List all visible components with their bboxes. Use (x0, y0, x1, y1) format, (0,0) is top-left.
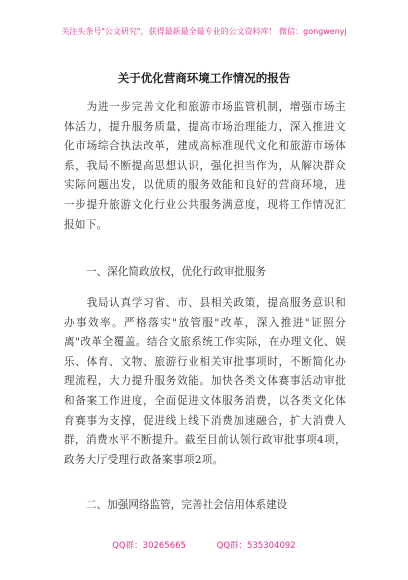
footer-qq-group-2: QQ群：535304092 (216, 541, 296, 551)
intro-paragraph: 为进一步完善文化和旅游市场监管机制，增强市场主体活力，提升服务质量，提高市场治理能力，深入推进文化市场综合执法改革，建成高标准现代文化和旅游市场体系，我局不断提高思想认识，强化担当作为，从解决群众实际问题出发，以优质的服务效能和良好的营商环境，进一步提升旅游文化行业公共服务满意度，现将工作情况汇报如下。 (64, 101, 346, 231)
footer-contact (0, 539, 408, 551)
document-title: 关于优化营商环境工作情况的报告 (117, 71, 291, 85)
section-heading-1: 一、深化简政放权，优化行政审批服务 (86, 266, 267, 278)
footer-qq-group-1: QQ群：30265665 (112, 541, 186, 551)
header-banner: 关注头条号"公文研究"，获得最新最全最专业的公文资料库！ 微信：gongwenyj (61, 27, 347, 36)
section-heading-2: 二、加强网络监管，完善社会信用体系建设 (86, 499, 288, 511)
section-body-1: 我局认真学习省、市、县相关政策，提高服务意识和办事效率。严格落实"放管服"改革，深入推进"证照分离"改革全覆盖。结合文旅系统工作实际，在办理文化、娱乐、体育、文物、旅游行业相关审批事项时，不断简化办理流程，大力提升服务效能。加快各类文体赛事活动审批和备案工作进度，全面促进文体服务消费，以各类文化体育赛事为支撑，促进线上线下消费加速融合，扩大消费人群，消费水平不断提升。截至目前认领行政审批事项4项，政务大厅受理行政备案事项2项。 (64, 297, 346, 466)
